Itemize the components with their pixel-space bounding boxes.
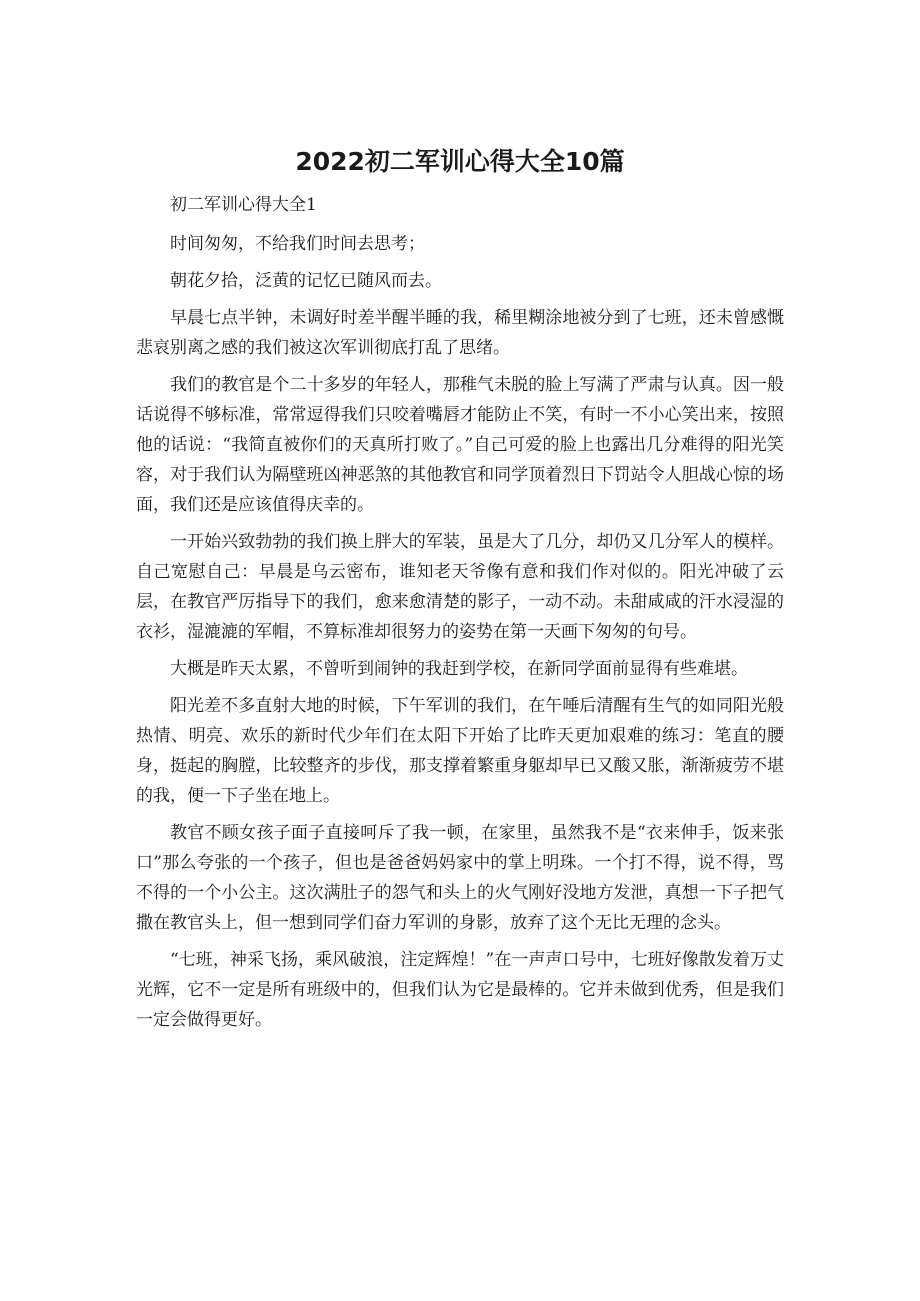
paragraph: 早晨七点半钟，未调好时差半醒半睡的我，稀里糊涂地被分到了七班，还未曾感慨悲哀别离之感的我们被这次军训彻底打乱了思绪。	[136, 308, 784, 358]
paragraph: “七班，神采飞扬，乘风破浪，注定辉煌！”在一声声口号中，七班好像散发着万丈光辉，它不一定是所有班级中的，但我们认为它是最棒的。它并未做到优秀，但是我们一定会做得更好。	[136, 950, 784, 1030]
paragraph: 大概是昨天太累，不曾听到闹钟的我赶到学校，在新同学面前显得有些难堪。	[170, 659, 748, 679]
paragraph: 阳光差不多直射大地的时候，下午军训的我们，在午唾后清醒有生气的如同阳光般热情、明亮、欢乐的新时代少年们在太阳下开始了比昨天更加艰难的练习：笔直的腰身，挺起的胸膛，比较整齐的步伐，那支撑着繁重身躯却早已又酸又胀，渐渐疲劳不堪的我，便一下子坐在地上。	[136, 696, 784, 806]
document-body	[136, 190, 784, 1042]
paragraph: 朝花夕拾，泛黄的记忆已随风而去。	[170, 271, 442, 291]
paragraph: 一开始兴致勃勃的我们换上胖大的军装，虽是大了几分，却仍又几分军人的模样。自己宽慰自己：早晨是乌云密布，谁知老天爷像有意和我们作对似的。阳光冲破了云层，在教官严厉指导下的我们，愈来愈清楚的影子，一动不动。未甜咸咸的汗水浸湿的衣衫，湿漉漉的军帽，不算标准却很努力的姿势在第一天画下匆匆的句号。	[136, 532, 784, 642]
document-title: 2022初二军训心得大全10篇	[295, 147, 625, 176]
paragraph: 时间匆匆，不给我们时间去思考；	[170, 234, 425, 254]
section-heading: 初二军训心得大全1	[170, 195, 317, 215]
paragraph: 教官不顾女孩子面子直接呵斥了我一顿，在家里，虽然我不是“衣来伸手，饭来张口”那么夸张的一个孩子，但也是爸爸妈妈家中的掌上明珠。一个打不得，说不得，骂不得的一个小公主。这次满肚子的怨气和头上的火气刚好没地方发泄，真想一下子把气撒在教官头上，但一想到同学们奋力军训的身影，放弃了这个无比无理的念头。	[136, 823, 784, 933]
paragraph: 我们的教官是个二十多岁的年轻人，那稚气未脱的脸上写满了严肃与认真。因一般话说得不够标准，常常逗得我们只咬着嘴唇才能防止不笑，有时一不小心笑出来，按照他的话说：“我简直被你们的天真所打败了。”自己可爱的脸上也露出几分难得的阳光笑容，对于我们认为隔壁班凶神恶煞的其他教官和同学顶着烈日下罚站令人胆战心惊的场面，我们还是应该值得庆幸的。	[136, 375, 784, 515]
